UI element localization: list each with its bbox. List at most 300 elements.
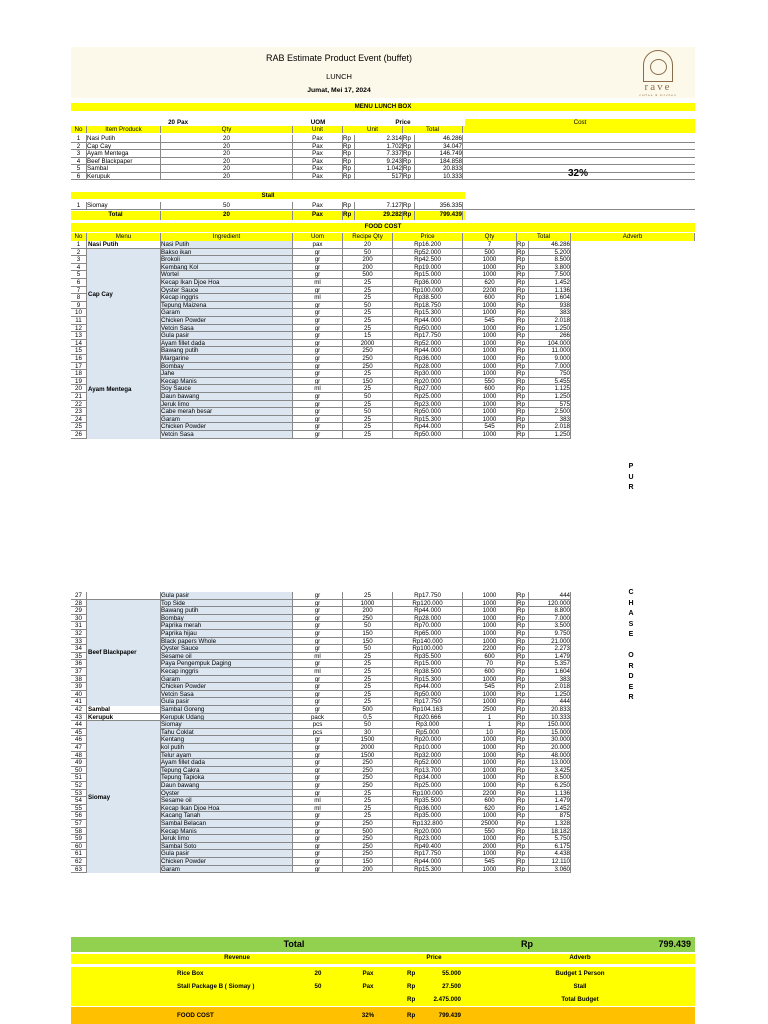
total: 30.000 bbox=[529, 736, 571, 743]
logo-arch-icon bbox=[643, 50, 673, 82]
row-no: 56 bbox=[71, 812, 87, 819]
price: Rp100.000 bbox=[393, 287, 463, 294]
price: Rp15.000 bbox=[393, 660, 463, 667]
ingredient: Chicken Powder bbox=[161, 858, 293, 865]
lunch-header-3: Unit bbox=[293, 126, 343, 133]
unit: Pax bbox=[293, 150, 343, 157]
price: Rp52.000 bbox=[393, 759, 463, 766]
uom: gr bbox=[293, 645, 343, 652]
recipe-qty: 25 bbox=[343, 660, 393, 667]
lunch-total-row bbox=[71, 211, 465, 220]
lunch-header-5: Total bbox=[403, 126, 463, 133]
rp: Rp bbox=[517, 744, 529, 751]
uom: gr bbox=[293, 691, 343, 698]
unit-price: 7.337 bbox=[355, 150, 403, 157]
qty: 1000 bbox=[463, 698, 517, 705]
ingredient: Wortel bbox=[161, 271, 293, 278]
rp: Rp bbox=[517, 812, 529, 819]
recipe-qty: 20 bbox=[343, 241, 393, 248]
rp: Rp bbox=[343, 135, 355, 142]
total: 11.000 bbox=[529, 347, 571, 354]
qty: 2200 bbox=[463, 645, 517, 652]
uom: pcs bbox=[293, 729, 343, 736]
total: 20.833 bbox=[529, 706, 571, 713]
recipe-qty: 25 bbox=[343, 401, 393, 408]
recipe-qty: 2000 bbox=[343, 340, 393, 347]
rp: Rp bbox=[517, 676, 529, 683]
uom: gr bbox=[293, 744, 343, 751]
row-no: 9 bbox=[71, 302, 87, 309]
recipe-qty: 500 bbox=[343, 828, 393, 835]
lunch-header-1: Item Produck bbox=[87, 126, 161, 133]
total-cell: Pax bbox=[293, 211, 343, 220]
rp: Rp bbox=[517, 607, 529, 614]
item-name: Kerupuk bbox=[87, 173, 161, 180]
item-name: Ayam Mentega bbox=[87, 150, 161, 157]
total: 46.286 bbox=[529, 241, 571, 248]
grand-total-rp: Rp bbox=[521, 939, 533, 949]
uom: gr bbox=[293, 325, 343, 332]
rp: Rp bbox=[517, 691, 529, 698]
recipe-qty: 250 bbox=[343, 835, 393, 842]
qty: 600 bbox=[463, 653, 517, 660]
total: 2.500 bbox=[529, 408, 571, 415]
price: Rp50.000 bbox=[393, 408, 463, 415]
price: Rp16.200 bbox=[393, 241, 463, 248]
revenue-row bbox=[71, 967, 695, 980]
uom: pax bbox=[293, 241, 343, 248]
fc-header-0: No bbox=[71, 233, 87, 241]
rp: Rp bbox=[517, 850, 529, 857]
cost-percentage: 32% bbox=[568, 168, 589, 179]
revenue-cell: Stall Package B ( Siomay ) bbox=[177, 983, 255, 990]
qty: 1000 bbox=[463, 264, 517, 271]
qty: 20 bbox=[161, 173, 293, 180]
row-no: 35 bbox=[71, 653, 87, 660]
row-no: 36 bbox=[71, 660, 87, 667]
row-no: 13 bbox=[71, 332, 87, 339]
revenue-cell: 55.000 bbox=[442, 970, 461, 977]
rp: Rp bbox=[517, 423, 529, 430]
qty: 20 bbox=[161, 150, 293, 157]
rp: Rp bbox=[517, 645, 529, 652]
uom: gr bbox=[293, 592, 343, 599]
stall-row bbox=[71, 202, 695, 210]
total-price: 20.833 bbox=[415, 165, 463, 172]
purchase-order-vertical-label: P U R bbox=[628, 463, 634, 491]
recipe-qty: 25 bbox=[343, 309, 393, 316]
uom: gr bbox=[293, 850, 343, 857]
row-no: 27 bbox=[71, 592, 87, 599]
total: 266 bbox=[529, 332, 571, 339]
total: 444 bbox=[529, 592, 571, 599]
unit-price: 517 bbox=[355, 173, 403, 180]
qty: 2200 bbox=[463, 287, 517, 294]
sheet-page-1 bbox=[71, 47, 695, 491]
price: Rp44.000 bbox=[393, 347, 463, 354]
recipe-qty: 25 bbox=[343, 668, 393, 675]
price: Rp17.750 bbox=[393, 698, 463, 705]
recipe-qty: 25 bbox=[343, 653, 393, 660]
row-no: 37 bbox=[71, 668, 87, 675]
recipe-qty: 25 bbox=[343, 317, 393, 324]
row-no: 24 bbox=[71, 416, 87, 423]
recipe-qty: 25 bbox=[343, 805, 393, 812]
qty: 10 bbox=[463, 729, 517, 736]
total: 1.452 bbox=[529, 279, 571, 286]
total: 444 bbox=[529, 698, 571, 705]
ingredient: Soy Sauce bbox=[161, 385, 293, 392]
ingredient: Gula pasir bbox=[161, 592, 293, 599]
uom: gr bbox=[293, 370, 343, 377]
price: Rp44.000 bbox=[393, 607, 463, 614]
grand-total-value: 799.439 bbox=[658, 939, 691, 949]
rp: Rp bbox=[517, 592, 529, 599]
recipe-qty: 1000 bbox=[343, 600, 393, 607]
row-no: 44 bbox=[71, 721, 87, 728]
row-no: 47 bbox=[71, 744, 87, 751]
total-cell: 799.439 bbox=[415, 211, 463, 220]
menu-group: Siomay bbox=[87, 721, 161, 873]
ingredient: Gula pasir bbox=[161, 332, 293, 339]
recipe-qty: 500 bbox=[343, 706, 393, 713]
total: 1.604 bbox=[529, 668, 571, 675]
qty: 1000 bbox=[463, 302, 517, 309]
uom: gr bbox=[293, 676, 343, 683]
uom: gr bbox=[293, 828, 343, 835]
rp: Rp bbox=[517, 630, 529, 637]
rp: Rp bbox=[343, 173, 355, 180]
qty: 545 bbox=[463, 317, 517, 324]
revenue-cell bbox=[177, 993, 287, 1006]
uom: gr bbox=[293, 423, 343, 430]
total: 13.000 bbox=[529, 759, 571, 766]
uom: gr bbox=[293, 683, 343, 690]
qty: 1000 bbox=[463, 592, 517, 599]
revenue-cell: Pax bbox=[362, 970, 374, 977]
recipe-qty: 250 bbox=[343, 615, 393, 622]
ingredient: Tepung Cakra bbox=[161, 767, 293, 774]
food-cost-summary-row bbox=[71, 1007, 695, 1024]
menu-group: Sambal bbox=[87, 706, 161, 714]
row-no: 63 bbox=[71, 866, 87, 873]
lunch-row bbox=[71, 150, 695, 158]
row-no: 34 bbox=[71, 645, 87, 652]
row-no: 59 bbox=[71, 835, 87, 842]
stall-cell: 50 bbox=[161, 202, 293, 209]
fc-header-5: Price bbox=[393, 233, 463, 241]
recipe-qty: 2000 bbox=[343, 744, 393, 751]
uom: gr bbox=[293, 866, 343, 873]
price: Rp25.000 bbox=[393, 393, 463, 400]
ingredient: Nasi Putih bbox=[161, 241, 293, 248]
row-no: 57 bbox=[71, 820, 87, 827]
total: 3.800 bbox=[529, 264, 571, 271]
row-no: 30 bbox=[71, 615, 87, 622]
total: 3.500 bbox=[529, 622, 571, 629]
rp: Rp bbox=[517, 729, 529, 736]
total: 7.000 bbox=[529, 615, 571, 622]
rp: Rp bbox=[517, 790, 529, 797]
total-price: 34.047 bbox=[415, 143, 463, 150]
row-no: 40 bbox=[71, 691, 87, 698]
qty: 1000 bbox=[463, 752, 517, 759]
price: Rp17.750 bbox=[393, 332, 463, 339]
rp: Rp bbox=[517, 622, 529, 629]
rp: Rp bbox=[517, 866, 529, 873]
unit: Pax bbox=[293, 135, 343, 142]
ingredient: Vetcin Sasa bbox=[161, 431, 293, 438]
rp: Rp bbox=[517, 256, 529, 263]
ingredient: Margarine bbox=[161, 355, 293, 362]
uom: gr bbox=[293, 790, 343, 797]
ingredient: Gula pasir bbox=[161, 698, 293, 705]
uom: gr bbox=[293, 622, 343, 629]
price: Rp49.400 bbox=[393, 843, 463, 850]
row-no: 45 bbox=[71, 729, 87, 736]
total: 8.500 bbox=[529, 256, 571, 263]
rp: Rp bbox=[517, 241, 529, 248]
menu-group: Nasi Putih bbox=[87, 241, 161, 249]
stall-label: Stall bbox=[261, 192, 275, 199]
ingredient: Kerupuk Udang bbox=[161, 714, 293, 721]
ingredient: Kecap inggris bbox=[161, 668, 293, 675]
rp: Rp bbox=[403, 173, 415, 180]
rp: Rp bbox=[517, 683, 529, 690]
ingredient: Oyster Sauce bbox=[161, 645, 293, 652]
qty: 1000 bbox=[463, 812, 517, 819]
row-no: 19 bbox=[71, 378, 87, 385]
ingredient: Sambal Soto bbox=[161, 843, 293, 850]
total: 5.357 bbox=[529, 660, 571, 667]
rp: Rp bbox=[517, 797, 529, 804]
stall-cell: 356.335 bbox=[415, 202, 463, 209]
food-cost-cell: FOOD COST bbox=[177, 1012, 214, 1019]
price: Rp100.000 bbox=[393, 645, 463, 652]
unit: Pax bbox=[293, 173, 343, 180]
price: Rp50.000 bbox=[393, 431, 463, 438]
cost-header: Cost bbox=[573, 119, 587, 126]
total: 6.250 bbox=[529, 782, 571, 789]
recipe-qty: 500 bbox=[343, 271, 393, 278]
uom: gr bbox=[293, 332, 343, 339]
recipe-qty: 0,5 bbox=[343, 714, 393, 721]
recipe-qty: 250 bbox=[343, 355, 393, 362]
stall-cell: Rp bbox=[343, 202, 355, 209]
ingredient: Jahe bbox=[161, 370, 293, 377]
ingredient: Tepung Tapioka bbox=[161, 774, 293, 781]
revenue-header: Revenue bbox=[224, 954, 250, 961]
total: 1.250 bbox=[529, 431, 571, 438]
qty: 1000 bbox=[463, 774, 517, 781]
qty: 1000 bbox=[463, 767, 517, 774]
qty: 600 bbox=[463, 385, 517, 392]
food-cost-cell: Rp bbox=[407, 1012, 416, 1019]
row-no: 8 bbox=[71, 294, 87, 301]
qty: 1000 bbox=[463, 782, 517, 789]
uom: gr bbox=[293, 317, 343, 324]
row-no: 6 bbox=[71, 173, 87, 180]
price: Rp25.000 bbox=[393, 782, 463, 789]
lunch-header-2: Qty bbox=[161, 126, 293, 133]
total: 20.000 bbox=[529, 744, 571, 751]
ingredient: Bakso ikan bbox=[161, 249, 293, 256]
total: 18.182 bbox=[529, 828, 571, 835]
lunch-row bbox=[71, 158, 695, 166]
qty: 1000 bbox=[463, 363, 517, 370]
price: Rp100.000 bbox=[393, 790, 463, 797]
unit-price: 9.243 bbox=[355, 158, 403, 165]
uom: gr bbox=[293, 782, 343, 789]
recipe-qty: 200 bbox=[343, 264, 393, 271]
fc-header-1: Menu bbox=[87, 233, 161, 241]
price: Rp35.500 bbox=[393, 653, 463, 660]
row-no: 1 bbox=[71, 135, 87, 142]
qty: 1000 bbox=[463, 332, 517, 339]
price: Rp20.000 bbox=[393, 828, 463, 835]
qty: 1000 bbox=[463, 416, 517, 423]
rp: Rp bbox=[517, 638, 529, 645]
rp: Rp bbox=[517, 370, 529, 377]
total: 2.273 bbox=[529, 645, 571, 652]
recipe-qty: 15 bbox=[343, 332, 393, 339]
revenue-row bbox=[71, 993, 695, 1006]
rp: Rp bbox=[517, 843, 529, 850]
rp: Rp bbox=[517, 355, 529, 362]
recipe-qty: 200 bbox=[343, 256, 393, 263]
price-header: Price bbox=[395, 119, 411, 126]
row-no: 61 bbox=[71, 850, 87, 857]
rp: Rp bbox=[403, 143, 415, 150]
ingredient: Garam bbox=[161, 309, 293, 316]
rp: Rp bbox=[517, 660, 529, 667]
uom: gr bbox=[293, 355, 343, 362]
price: Rp52.000 bbox=[393, 249, 463, 256]
total: 383 bbox=[529, 416, 571, 423]
row-no: 28 bbox=[71, 600, 87, 607]
recipe-qty: 50 bbox=[343, 408, 393, 415]
recipe-qty: 250 bbox=[343, 820, 393, 827]
rp: Rp bbox=[517, 287, 529, 294]
sheet-page-2 bbox=[71, 591, 695, 1024]
price: Rp3.000 bbox=[393, 721, 463, 728]
rp: Rp bbox=[517, 600, 529, 607]
rp: Rp bbox=[517, 249, 529, 256]
revenue-cell: Rp bbox=[407, 970, 416, 977]
meal-label: LUNCH bbox=[326, 72, 352, 81]
food-cost-headers bbox=[71, 233, 695, 241]
recipe-qty: 250 bbox=[343, 774, 393, 781]
qty: 1000 bbox=[463, 866, 517, 873]
grand-total-row bbox=[71, 937, 695, 952]
qty: 1000 bbox=[463, 759, 517, 766]
total-cell: 20 bbox=[161, 211, 293, 220]
qty: 1000 bbox=[463, 408, 517, 415]
total: 1.479 bbox=[529, 653, 571, 660]
rp: Rp bbox=[517, 820, 529, 827]
uom: gr bbox=[293, 340, 343, 347]
total: 1.452 bbox=[529, 805, 571, 812]
total: 10.333 bbox=[529, 714, 571, 721]
total: 1.125 bbox=[529, 385, 571, 392]
recipe-qty: 250 bbox=[343, 767, 393, 774]
ingredient: Siomay bbox=[161, 721, 293, 728]
recipe-qty: 50 bbox=[343, 622, 393, 629]
recipe-qty: 250 bbox=[343, 347, 393, 354]
qty: 620 bbox=[463, 805, 517, 812]
total: 938 bbox=[529, 302, 571, 309]
row-no: 21 bbox=[71, 393, 87, 400]
stall-label-row bbox=[71, 192, 465, 199]
total: 575 bbox=[529, 401, 571, 408]
uom: ml bbox=[293, 668, 343, 675]
total: 21.000 bbox=[529, 638, 571, 645]
ingredient: Kembang Kol bbox=[161, 264, 293, 271]
qty: 1000 bbox=[463, 401, 517, 408]
unit-price: 2.314 bbox=[355, 135, 403, 142]
total-price: 46.286 bbox=[415, 135, 463, 142]
price: Rp70.000 bbox=[393, 622, 463, 629]
rp: Rp bbox=[517, 706, 529, 713]
total: 48.000 bbox=[529, 752, 571, 759]
item-name: Nasi Putih bbox=[87, 135, 161, 142]
recipe-qty: 25 bbox=[343, 287, 393, 294]
price: Rp44.000 bbox=[393, 423, 463, 430]
row-no: 31 bbox=[71, 622, 87, 629]
ingredient: Gula pasir bbox=[161, 850, 293, 857]
row-no: 22 bbox=[71, 401, 87, 408]
rp: Rp bbox=[517, 828, 529, 835]
revenue-cell: 2.475.000 bbox=[433, 996, 461, 1003]
price: Rp18.750 bbox=[393, 302, 463, 309]
uom: pcs bbox=[293, 721, 343, 728]
unit: Pax bbox=[293, 165, 343, 172]
total: 875 bbox=[529, 812, 571, 819]
uom: gr bbox=[293, 660, 343, 667]
ingredient: Kecap Ikan Djoe Hoa bbox=[161, 805, 293, 812]
stall-cell: 7.127 bbox=[355, 202, 403, 209]
recipe-qty: 250 bbox=[343, 843, 393, 850]
menu-group: Cap Cay bbox=[87, 249, 161, 340]
row-no: 3 bbox=[71, 256, 87, 263]
total: 1.604 bbox=[529, 294, 571, 301]
row-no: 29 bbox=[71, 607, 87, 614]
uom: gr bbox=[293, 287, 343, 294]
row-no: 5 bbox=[71, 271, 87, 278]
row-no: 11 bbox=[71, 317, 87, 324]
revenue-cell: 20 bbox=[314, 970, 322, 977]
revenue-cell bbox=[293, 993, 343, 1006]
total: 1.250 bbox=[529, 325, 571, 332]
price: Rp15.300 bbox=[393, 416, 463, 423]
price: Rp15.300 bbox=[393, 676, 463, 683]
recipe-qty: 200 bbox=[343, 607, 393, 614]
recipe-qty: 50 bbox=[343, 302, 393, 309]
row-no: 54 bbox=[71, 797, 87, 804]
uom: gr bbox=[293, 600, 343, 607]
uom: gr bbox=[293, 416, 343, 423]
recipe-qty: 150 bbox=[343, 630, 393, 637]
fc-header-4: Recipe Qty bbox=[343, 233, 393, 241]
uom: ml bbox=[293, 797, 343, 804]
price: Rp44.000 bbox=[393, 683, 463, 690]
ingredient: Bawang putih bbox=[161, 607, 293, 614]
uom: gr bbox=[293, 767, 343, 774]
row-no: 46 bbox=[71, 736, 87, 743]
uom: ml bbox=[293, 279, 343, 286]
ingredient: Jeruk limo bbox=[161, 835, 293, 842]
price: Rp5.000 bbox=[393, 729, 463, 736]
